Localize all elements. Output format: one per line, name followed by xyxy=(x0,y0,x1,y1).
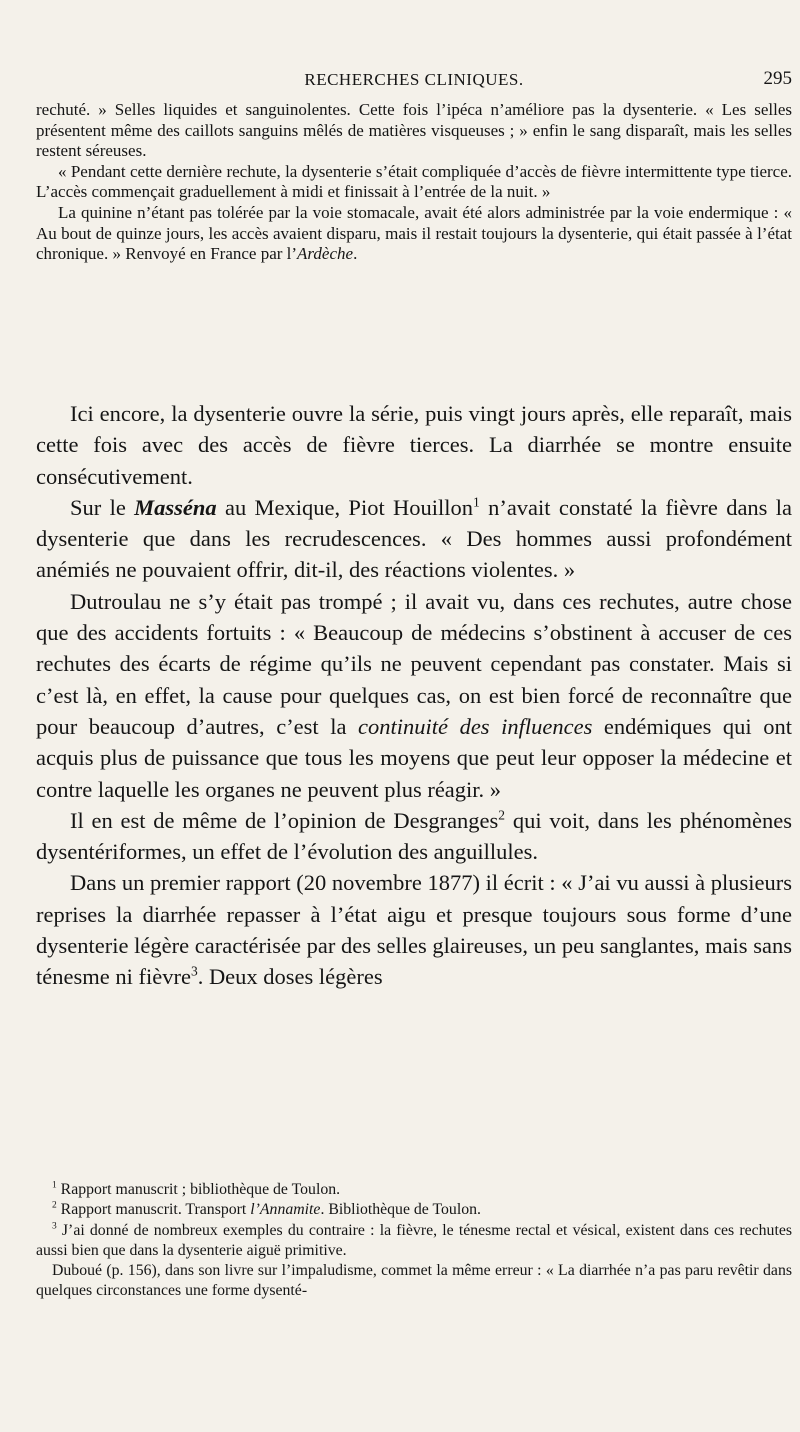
main-text xyxy=(36,398,792,993)
text-run: Rapport manuscrit ; bibliothèque de Toulon. xyxy=(56,1181,341,1198)
quote-paragraph xyxy=(36,203,792,265)
footnotes xyxy=(36,1180,792,1302)
text-run: au Mexique, Piot Houillon xyxy=(216,494,474,520)
footnote-mark: 1 xyxy=(52,1180,57,1191)
text-run: endémiques qui ont acquis plus de puissance que tous les moyens que peut leur opposer la médecine et contre laquelle les organes ne peuvent plus réagir. » xyxy=(36,713,792,802)
text-run: La quinine n’étant pas tolérée par la voie stomacale, avait été alors administrée par la voie endermique : « Au bout de quinze jours, les accès avaient disparu, mais il restait toujours la dysenterie, qui était passée à l’état chronique. » Renvoyé en France par l’ xyxy=(36,202,792,264)
emphasis: continuité des influences xyxy=(358,713,593,739)
footnote xyxy=(36,1221,792,1262)
body-paragraph xyxy=(36,492,792,586)
body-paragraph xyxy=(36,586,792,805)
footnote-continuation: Duboué (p. 156), dans son livre sur l’impaludisme, commet la même erreur : « La diarrhée n’a pas paru revêtir dans quelques circonstances une forme dysenté- xyxy=(36,1262,792,1300)
text-run: Rapport manuscrit. Transport xyxy=(56,1201,251,1219)
footnote-ref: 1 xyxy=(473,494,480,510)
footnote-ref: 2 xyxy=(498,807,506,823)
text-run: Sur le xyxy=(70,494,135,520)
ship-name: Ardèche xyxy=(297,244,354,264)
text-run: qui voit, dans les phénomènes dysentériformes, un effet de l’évolution des anguillules. xyxy=(36,807,792,865)
footnote xyxy=(36,1200,792,1220)
running-title: RECHERCHES CLINIQUES. xyxy=(304,70,524,89)
text-run: . Bibliothèque de Toulon. xyxy=(320,1201,481,1219)
text-run: Il en est de même de l’opinion de Desgranges xyxy=(70,807,499,833)
text-run: n’avait constaté la fièvre dans la dysenterie que dans les recrudescences. « Des hommes aussi profondément anémiés ne pouvaient offrir, dit-il, des réactions violentes. » xyxy=(36,494,792,583)
text-run: J’ai donné de nombreux exemples du contraire : la fièvre, le ténesme rectal et vésical, existent dans ces rechutes aussi bien que dans la dysenterie aiguë primitive. xyxy=(36,1221,792,1259)
body-paragraph: Ici encore, la dysenterie ouvre la série, puis vingt jours après, elle reparaît, mais cette fois avec des accès de fièvre tierces. La diarrhée se montre ensuite consécutivement. xyxy=(36,401,792,489)
footnote xyxy=(36,1180,792,1200)
ship-name: Masséna xyxy=(134,494,217,520)
footnote-ref: 3 xyxy=(190,963,198,979)
footnote-mark: 3 xyxy=(52,1221,57,1232)
page-number: 295 xyxy=(763,68,792,89)
page-header xyxy=(36,66,792,92)
case-report-quote xyxy=(36,100,792,265)
quote-paragraph: rechuté. » Selles liquides et sanguinolentes. Cette fois l’ipéca n’améliore pas la dysenterie. « Les selles présentent même des caillots sanguins mêlés de matières visqueuses ; » enfin le sang disparaît, mais les selles restent séreuses. xyxy=(36,100,792,161)
body-paragraph xyxy=(36,867,792,992)
text-run: Dans un premier rapport (20 novembre 1877) il écrit : « J’ai vu aussi à plusieurs reprises la diarrhée repasser à l’état aigu et presque toujours sous forme d’une dysenterie légère caractérisée par des selles glaireuses, un peu sanglantes, mais sans ténesme ni fièvre xyxy=(36,870,792,990)
text-run: Dutroulau ne s’y était pas trompé ; il avait vu, dans ces rechutes, autre chose que des accidents fortuits : « Beaucoup de médecins s’obstinent à accuser de ces rechutes des écarts de régime qu’ils ne peuvent cependant pas constater. Mais si c’est là, en effet, la cause pour quelques cas, on est bien forcé de reconnaître que pour beaucoup d’autres, c’est la xyxy=(36,588,792,739)
text-run: . xyxy=(353,244,358,264)
footnote-mark: 2 xyxy=(52,1201,57,1212)
body-paragraph xyxy=(36,805,792,868)
ship-name: l’Annamite xyxy=(250,1201,321,1219)
text-run: . Deux doses légères xyxy=(197,964,383,990)
quote-paragraph: « Pendant cette dernière rechute, la dysenterie s’était compliquée d’accès de fièvre intermittente type tierce. L’accès commençait graduellement à midi et finissait à l’entrée de la nuit. » xyxy=(36,161,792,202)
